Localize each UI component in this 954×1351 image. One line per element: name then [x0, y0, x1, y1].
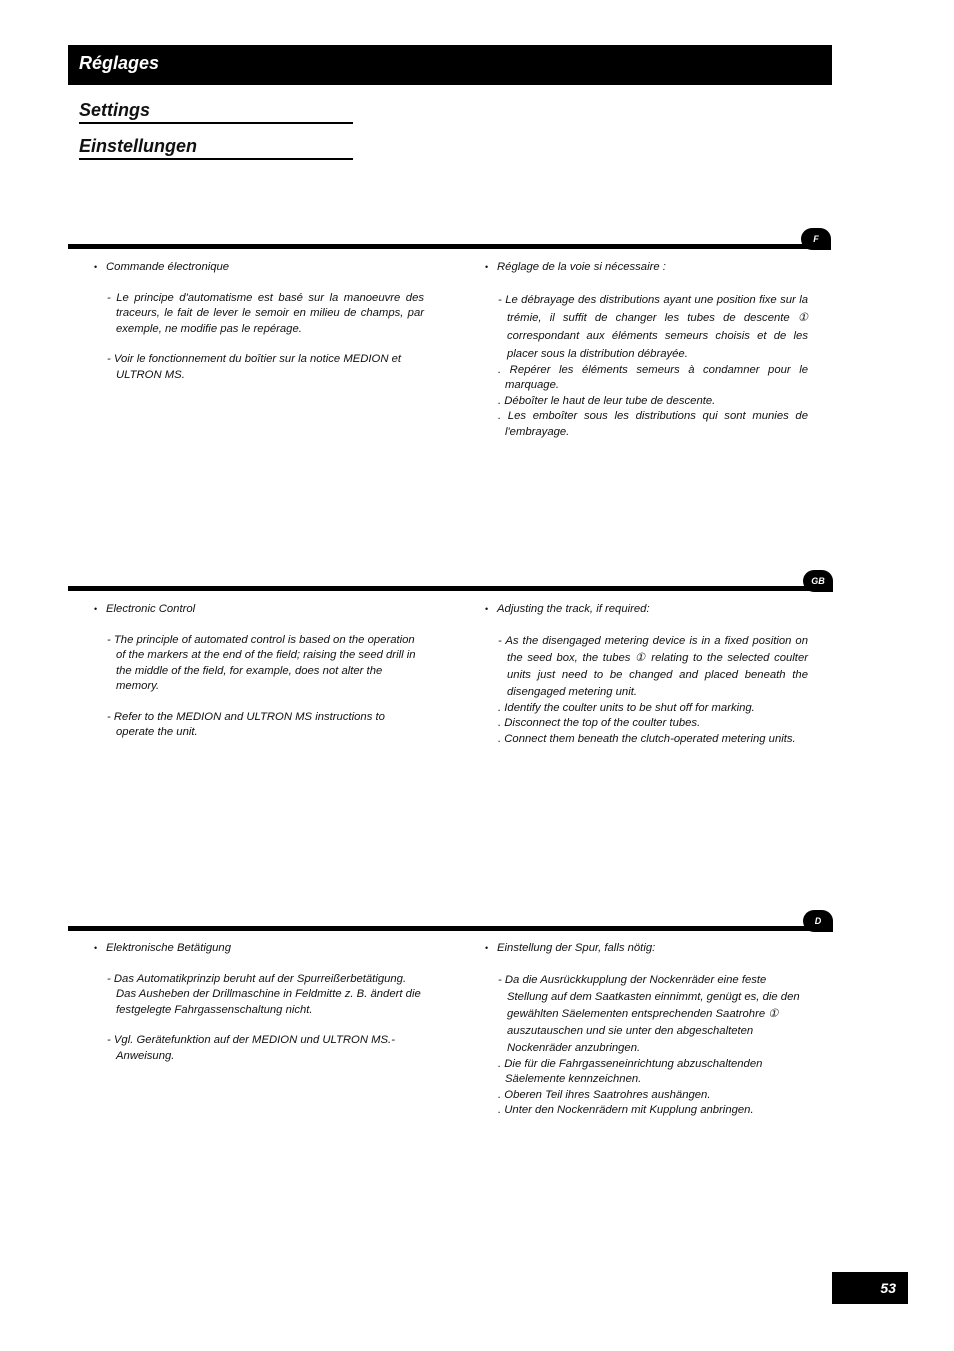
bullet-heading: • Einstellung der Spur, falls nötig: [485, 941, 808, 957]
step-item: . Disconnect the top of the coulter tubes. [498, 717, 701, 729]
step-item: . Die für die Fahrgasseneinrichtung abzuschaltenden Säelemente kennzeichnen. [498, 1057, 763, 1085]
subtitle-english: Settings [79, 100, 353, 124]
section-gb-left-column [94, 602, 424, 741]
page-number: 53 [832, 1272, 908, 1304]
section-d-left-column [94, 941, 424, 1064]
section-f-right-column [485, 260, 808, 440]
instruction-item: - Le débrayage des distributions ayant une position fixe sur la trémie, il suffit de changer les tubes de descente ① correspondant aux éléments semeurs choisis et de les placer sous la distribution débrayée. [498, 293, 808, 360]
instruction-item: - Voir le fonctionnement du boîtier sur la notice MEDION et ULTRON MS. [107, 353, 402, 381]
instruction-item: - Le principe d'automatisme est basé sur la manoeuvre des traceurs, le fait de lever le semoir en milieu de champs, par exemple, ne modifie pas le repérage. [107, 291, 424, 335]
instruction-item: - Das Automatikprinzip beruht auf der Spurreißerbetätigung. Das Ausheben der Drillmaschine in Feldmitte z. B. ändert die festgelegte Fahrgassenschaltung nicht. [107, 972, 421, 1016]
instruction-item: - Da die Ausrückkupplung der Nockenräder eine feste Stellung auf dem Saatkasten einnimmt, genügt es, die den gewählten Säelementen entsprechenden Saatrohre ① auszutauschen und sie unter den abgeschalteten Nockenräder anzubringen. [498, 973, 800, 1054]
step-item: . Déboîter le haut de leur tube de descente. [498, 394, 716, 407]
instruction-item: - Vgl. Gerätefunktion auf der MEDION und ULTRON MS.-Anweisung. [107, 1034, 395, 1062]
section-divider-gb [68, 586, 826, 591]
step-item: . Oberen Teil ihres Saatrohres aushängen. [498, 1088, 711, 1101]
section-gb-right-column [485, 602, 808, 747]
bullet-heading: • Adjusting the track, if required: [485, 602, 808, 618]
section-divider-d [68, 926, 826, 931]
step-item: . Unter den Nockenrädern mit Kupplung anbringen. [498, 1104, 754, 1116]
section-f-left-column [94, 260, 424, 383]
bullet-heading: • Commande électronique [94, 260, 424, 276]
language-badge-gb: GB [803, 570, 833, 592]
instruction-item: - Refer to the MEDION and ULTRON MS instructions to operate the unit. [107, 710, 385, 738]
bullet-heading: • Réglage de la voie si nécessaire : [485, 260, 808, 276]
step-item: . Les emboîter sous les distributions qui sont munies de l'embrayage. [498, 410, 808, 438]
section-divider-f [68, 244, 826, 249]
page-title: Réglages [79, 53, 160, 73]
subtitle-german: Einstellungen [79, 136, 353, 160]
step-item: . Connect them beneath the clutch-operated metering units. [498, 732, 796, 745]
bullet-heading: • Electronic Control [94, 602, 424, 618]
instruction-item: - The principle of automated control is based on the operation of the markers at the end of the field; raising the seed drill in the middle of the field, for example, does not alter the memory. [107, 633, 416, 692]
step-item: . Repérer les éléments semeurs à condamner pour le marquage. [498, 363, 808, 391]
bullet-heading: • Elektronische Betätigung [94, 941, 424, 957]
language-badge-f: F [801, 228, 831, 250]
section-d-right-column [485, 941, 808, 1119]
language-badge-d: D [803, 910, 833, 932]
step-item: . Identify the coulter units to be shut off for marking. [498, 701, 755, 714]
page-title-bar [68, 45, 832, 85]
instruction-item: - As the disengaged metering device is in a fixed position on the seed box, the tubes ① relating to the selected coulter units just need to be changed and placed beneath the disengaged metering unit. [498, 634, 808, 698]
